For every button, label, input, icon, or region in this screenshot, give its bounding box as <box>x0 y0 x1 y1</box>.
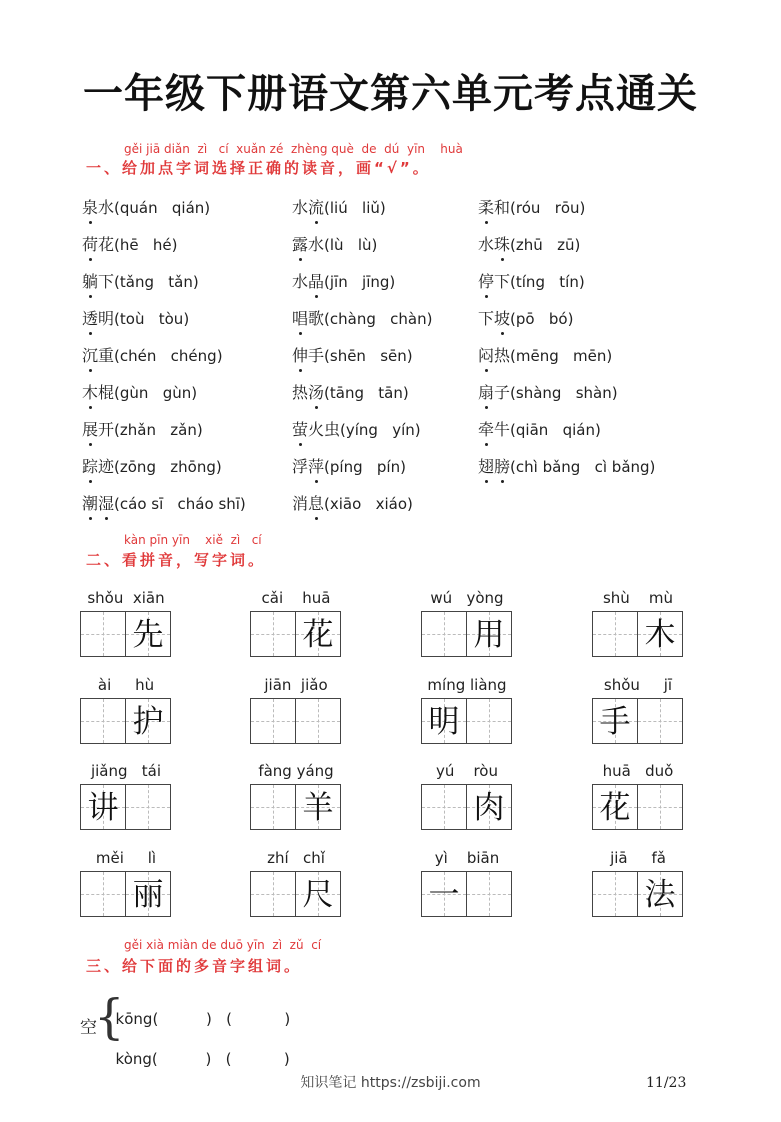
pinyin-options[interactable]: (tíng tín) <box>510 273 585 291</box>
pinyin-label: ài hù <box>97 676 155 694</box>
written-character: 手 <box>599 704 631 740</box>
dotted-characters: 踪 <box>82 457 98 476</box>
pinyin-options[interactable]: (píng pín) <box>324 458 406 476</box>
word-part: 消 <box>292 494 309 513</box>
tian-grid-box[interactable] <box>637 698 683 744</box>
word-part: 水 <box>308 235 325 254</box>
written-character <box>638 699 682 743</box>
reading-item <box>82 269 199 292</box>
pinyin-options[interactable]: (toù tòu) <box>114 310 190 328</box>
word-part: 和 <box>494 198 511 217</box>
tian-grid-box[interactable] <box>250 784 296 830</box>
dotted-characters: 潮湿 <box>82 494 114 513</box>
word-part: 下 <box>98 272 115 291</box>
written-character: 丽 <box>132 877 164 913</box>
reading-item <box>292 269 395 292</box>
writing-cell <box>250 589 342 659</box>
written-character <box>467 872 511 916</box>
dotted-characters: 伸 <box>292 346 308 365</box>
dotted-characters: 柔 <box>478 198 494 217</box>
reading-item <box>478 454 655 477</box>
dotted-characters: 荷 <box>82 235 98 254</box>
word-part: 火虫 <box>308 420 341 439</box>
tian-grid-box <box>125 871 171 917</box>
writing-cell <box>250 762 342 832</box>
section2-pinyin: kàn pīn yīn xiě zì cí <box>124 533 262 547</box>
word-part: 水 <box>98 198 115 217</box>
reading-label: kōng( <box>115 1010 159 1028</box>
brace-icon: { <box>94 989 125 1045</box>
pinyin-label: shǒu jī <box>603 676 673 694</box>
answer-blanks[interactable]: ) ( ) <box>157 1050 290 1068</box>
word-part: 开 <box>98 420 115 439</box>
pinyin-label: jiǎng tái <box>90 762 162 780</box>
written-character <box>593 872 637 916</box>
written-character <box>81 699 125 743</box>
written-character: 肉 <box>473 790 505 826</box>
written-character: 讲 <box>87 790 119 826</box>
written-character <box>296 699 340 743</box>
reading-item <box>478 269 585 292</box>
reading-item <box>478 195 585 218</box>
written-character <box>638 785 682 829</box>
writing-cell <box>592 589 684 659</box>
written-character: 护 <box>132 704 164 740</box>
reading-item <box>292 306 432 329</box>
reading-item <box>82 343 223 366</box>
written-character: 明 <box>428 704 460 740</box>
reading-item <box>292 491 413 514</box>
pinyin-options[interactable]: (chì bǎng cì bǎng) <box>510 458 656 476</box>
pinyin-options[interactable]: (cáo sī cháo shī) <box>114 495 246 513</box>
tian-grid-box[interactable] <box>80 611 126 657</box>
tian-grid-box[interactable] <box>250 611 296 657</box>
dotted-characters: 珠 <box>494 235 510 254</box>
written-character: 尺 <box>302 877 334 913</box>
dotted-characters: 流 <box>308 198 324 217</box>
reading-item <box>292 232 377 255</box>
word-part: 明 <box>98 309 115 328</box>
word-part: 热 <box>292 383 309 402</box>
tian-grid-box <box>125 611 171 657</box>
tian-grid-box <box>637 871 683 917</box>
tian-grid-box[interactable] <box>592 611 638 657</box>
dotted-characters: 透 <box>82 309 98 328</box>
tian-grid-box[interactable] <box>80 871 126 917</box>
writing-cell <box>250 849 342 919</box>
tian-grid-box[interactable] <box>466 871 512 917</box>
reading-item <box>292 195 386 218</box>
word-part: 浮 <box>292 457 309 476</box>
tian-grid-box[interactable] <box>250 871 296 917</box>
tian-grid-box <box>125 698 171 744</box>
pinyin-options[interactable]: (róu rōu) <box>510 199 586 217</box>
tian-grid-box <box>466 784 512 830</box>
written-character <box>81 612 125 656</box>
word-part: 牛 <box>494 420 511 439</box>
dotted-characters: 牵 <box>478 420 494 439</box>
pinyin-options[interactable]: (yíng yín) <box>340 421 421 439</box>
page-number: 11/23 <box>646 1075 687 1091</box>
pinyin-label: jiā fǎ <box>610 849 666 867</box>
dotted-characters: 木 <box>82 383 98 402</box>
pinyin-options[interactable]: (qiān qián) <box>510 421 601 439</box>
writing-cell <box>592 676 684 746</box>
reading-item <box>82 195 210 218</box>
pinyin-options[interactable]: (chàng chàn) <box>324 310 433 328</box>
pinyin-options[interactable]: (chén chéng) <box>114 347 223 365</box>
pinyin-options[interactable]: (tǎng tǎn) <box>114 273 199 291</box>
word-part: 手 <box>308 346 325 365</box>
tian-grid-box[interactable] <box>250 698 296 744</box>
polyphone-char: 空 <box>80 1018 97 1038</box>
written-character <box>251 612 295 656</box>
written-character: 法 <box>644 877 676 913</box>
pinyin-label: shǒu xiān <box>87 589 165 607</box>
pinyin-label: jiān jiǎo <box>264 676 328 694</box>
pinyin-label: míng liàng <box>427 676 507 694</box>
pinyin-label: měi lì <box>95 849 157 867</box>
dotted-characters: 泉 <box>82 198 98 217</box>
pinyin-options[interactable]: (shàng shàn) <box>510 384 618 402</box>
written-character <box>467 699 511 743</box>
dotted-characters: 扇 <box>478 383 494 402</box>
pinyin-label: fàng yáng <box>258 762 334 780</box>
reading-item <box>82 380 197 403</box>
tian-grid-box <box>592 784 638 830</box>
tian-grid-box[interactable] <box>295 698 341 744</box>
word-part: 迹 <box>98 457 115 476</box>
dotted-characters: 闷 <box>478 346 494 365</box>
reading-item <box>82 306 189 329</box>
written-character <box>251 699 295 743</box>
written-character <box>126 785 170 829</box>
pinyin-options[interactable]: (quán qián) <box>114 199 211 217</box>
dotted-characters: 翅膀 <box>478 457 510 476</box>
reading-label: kòng( <box>115 1050 158 1068</box>
reading-item <box>292 417 421 440</box>
word-part: 下 <box>494 272 511 291</box>
pinyin-label: huā duǒ <box>602 762 674 780</box>
pinyin-label: shù mù <box>602 589 674 607</box>
pinyin-label: yú ròu <box>436 762 498 780</box>
writing-cell <box>421 589 513 659</box>
pinyin-options[interactable]: (mēng mēn) <box>510 347 613 365</box>
pinyin-label: zhí chǐ <box>267 849 325 867</box>
writing-cell <box>80 589 172 659</box>
writing-cell <box>421 762 513 832</box>
dotted-characters: 唱 <box>292 309 308 328</box>
reading-item <box>82 454 222 477</box>
reading-item <box>292 454 406 477</box>
tian-grid-box <box>466 611 512 657</box>
reading-item <box>82 232 178 255</box>
writing-cell <box>421 676 513 746</box>
written-character: 用 <box>473 617 505 653</box>
word-part: 热 <box>494 346 511 365</box>
word-part: 棍 <box>98 383 115 402</box>
pinyin-options[interactable]: (xiāo xiáo) <box>324 495 413 513</box>
footer-watermark: 知识笔记 https://zsbiji.com <box>300 1075 481 1091</box>
written-character: 羊 <box>302 790 334 826</box>
tian-grid-box[interactable] <box>592 871 638 917</box>
writing-cell <box>592 849 684 919</box>
tian-grid-box <box>637 611 683 657</box>
tian-grid-box <box>80 784 126 830</box>
reading-item <box>478 417 601 440</box>
pinyin-options[interactable]: (zhū zū) <box>510 236 581 254</box>
section3-pinyin: gěi xià miàn de duō yīn zì zǔ cí <box>124 938 322 952</box>
tian-grid-box <box>295 611 341 657</box>
written-character <box>422 785 466 829</box>
dotted-characters: 萍 <box>308 457 324 476</box>
written-character: 花 <box>599 790 631 826</box>
pinyin-options[interactable]: (hē hé) <box>114 236 178 254</box>
pinyin-options[interactable]: (shēn sēn) <box>324 347 413 365</box>
dotted-characters: 坡 <box>494 309 510 328</box>
written-character <box>593 612 637 656</box>
writing-cell <box>421 849 513 919</box>
reading-item <box>478 232 580 255</box>
writing-cell <box>592 762 684 832</box>
tian-grid-box <box>421 871 467 917</box>
word-part: 水 <box>478 235 495 254</box>
written-character: 花 <box>302 617 334 653</box>
word-part: 水 <box>292 272 309 291</box>
tian-grid-box <box>592 698 638 744</box>
reading-item <box>478 343 612 366</box>
dotted-characters: 停 <box>478 272 494 291</box>
pinyin-label: yì biān <box>434 849 500 867</box>
pinyin-options[interactable]: (tāng tān) <box>324 384 409 402</box>
pinyin-options[interactable]: (gùn gùn) <box>114 384 198 402</box>
dotted-characters: 汤 <box>308 383 324 402</box>
section3-title: 三、给下面的多音字组词。 <box>86 957 303 975</box>
section1-title: 一、给加点字词选择正确的读音，画“√”。 <box>86 159 431 177</box>
tian-grid-box[interactable] <box>125 784 171 830</box>
word-part: 水 <box>292 198 309 217</box>
reading-item <box>292 343 413 366</box>
section1-pinyin: gěi jiā diǎn zì cí xuǎn zé zhèng què de dú yīn huà <box>124 142 463 156</box>
pinyin-label: cǎi huā <box>261 589 331 607</box>
answer-blanks[interactable]: ) ( ) <box>158 1010 291 1028</box>
pinyin-options[interactable]: (jīn jīng) <box>324 273 396 291</box>
word-part: 下 <box>478 309 495 328</box>
tian-grid-box <box>295 871 341 917</box>
pinyin-options[interactable]: (zhǎn zǎn) <box>114 421 203 439</box>
dotted-characters: 露 <box>292 235 308 254</box>
dotted-characters: 息 <box>308 494 324 513</box>
pinyin-options[interactable]: (liú liǔ) <box>324 199 386 217</box>
written-character <box>251 872 295 916</box>
tian-grid-box <box>295 784 341 830</box>
word-part: 花 <box>98 235 115 254</box>
pinyin-label: wú yòng <box>430 589 504 607</box>
reading-row <box>106 1032 290 1068</box>
word-part: 重 <box>98 346 115 365</box>
tian-grid-box[interactable] <box>421 784 467 830</box>
pinyin-options[interactable]: (lù lù) <box>324 236 378 254</box>
reading-item <box>292 380 409 403</box>
written-character <box>422 612 466 656</box>
dotted-characters: 展 <box>82 420 98 439</box>
word-part: 子 <box>494 383 511 402</box>
reading-item <box>478 306 573 329</box>
reading-item <box>478 380 618 403</box>
tian-grid-box[interactable] <box>466 698 512 744</box>
reading-row <box>106 992 290 1028</box>
tian-grid-box[interactable] <box>421 611 467 657</box>
tian-grid-box[interactable] <box>637 784 683 830</box>
page-title: 一年级下册语文第六单元考点通关 <box>83 70 698 117</box>
writing-cell <box>80 762 172 832</box>
written-character: 一 <box>428 877 460 913</box>
dotted-characters: 晶 <box>308 272 324 291</box>
word-part: 歌 <box>308 309 325 328</box>
reading-item <box>82 417 203 440</box>
written-character: 先 <box>132 617 164 653</box>
pinyin-options[interactable]: (pō bó) <box>510 310 574 328</box>
writing-cell <box>250 676 342 746</box>
written-character <box>251 785 295 829</box>
writing-cell <box>80 849 172 919</box>
writing-cell <box>80 676 172 746</box>
dotted-characters: 萤 <box>292 420 308 439</box>
dotted-characters: 沉 <box>82 346 98 365</box>
pinyin-options[interactable]: (zōng zhōng) <box>114 458 222 476</box>
written-character: 木 <box>644 617 676 653</box>
tian-grid-box <box>421 698 467 744</box>
section2-title: 二、看拼音，写字词。 <box>86 551 267 569</box>
dotted-characters: 躺 <box>82 272 98 291</box>
reading-item <box>82 491 246 514</box>
written-character <box>81 872 125 916</box>
tian-grid-box[interactable] <box>80 698 126 744</box>
